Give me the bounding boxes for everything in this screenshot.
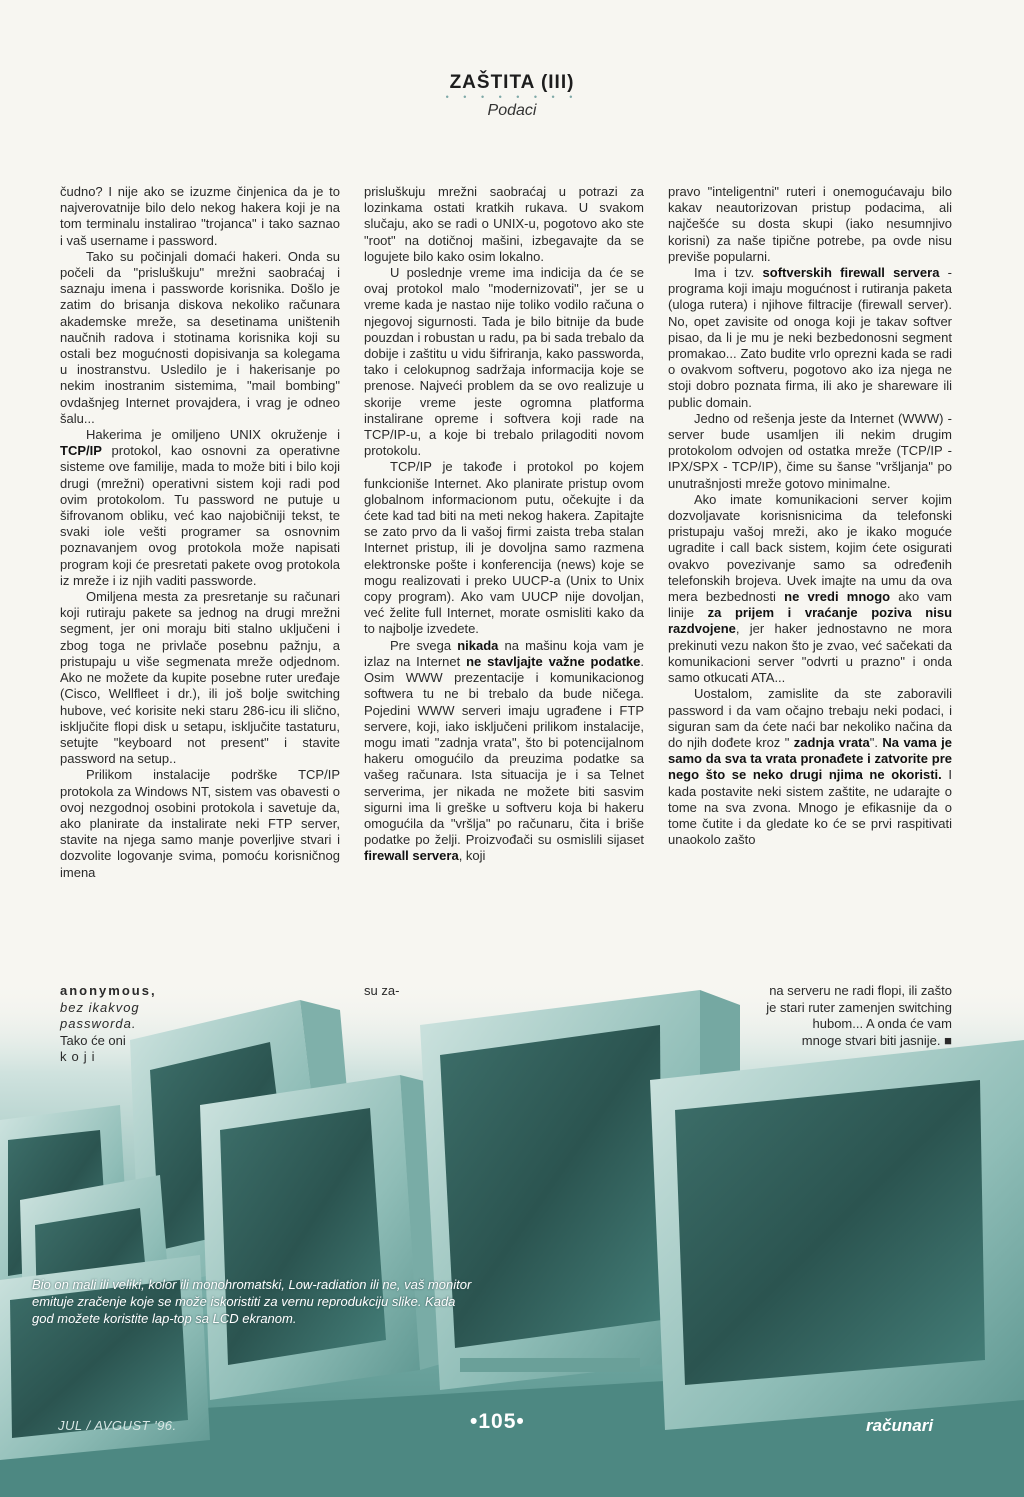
bold-text: nikada [457, 637, 499, 653]
tail-line: Tako će oni [60, 1032, 126, 1048]
bold-text: firewall servera [364, 848, 459, 864]
tail-line: bez ikakvog [60, 999, 140, 1015]
issue-date: JUL / AVGUST '96. [58, 1418, 177, 1433]
paragraph: TCP/IP je takođe i protokol po kojem funkcioniše Internet. Ako planirate pristup ovom globalnom informacionom putu, očekujte i da ćete kad tad biti na meti nekog hakera. Zapitajte se zato prvo da li vašoj firmi zaista treba stalan Internet pristup, ili je dovoljna samo razmena elektronske pošte i konferencija (news) koje se mogu realizovati i preko UUCP-a (Unix to Unix copy program). Ako vam UUCP nije dovoljan, već želite full Internet, morate osmisliti kako da to najbolje izvedete. [364, 459, 644, 637]
text-run: Ako imate komunikacioni server kojim dozvoljavate korisnisnicima da telefonski pristupaju vašoj mreži, ako je ikako moguće ugradite i call back sistem, kojim ćete osigurati ovakvo povezivanje samo sa određenih telefonskih brojeva. Uvek imajte na umu da ova mera bezbednosti [668, 491, 952, 605]
text-run: , koji [458, 848, 486, 864]
paragraph: prisluškuju mrežni saobraćaj u potrazi za lozinkama ostati kratkih rukava. U svakom slučaju, ako se radi o UNIX-u, pogotovo ako ste "root" na dotičnoj mašini, izbegavajte da se logujete bilo kako osim lokalno. [364, 184, 644, 264]
paragraph [364, 638, 644, 865]
bold-text: TCP/IP [60, 443, 102, 459]
text-column-1 [60, 184, 340, 881]
paragraph: Omiljena mesta za presretanje su računari koji rutiraju pakete sa jednog na drugi mrežni segment, jer oni moraju biti stalno uključeni i zbog toga ne privlače posebnu pažnju, a pristupaju u više segmenata mreže odjednom. Ako ne možete da kupite posebne ruter uređaje (Cisco, Wellfleet i dr.), ili još bolje switching hubove, već korisite neki staru 286-icu ili slično, isključite flopi disk u setapu, isključite tastaturu, setujte "keyboard not present" i stavite password na setup.. [60, 589, 340, 767]
magazine-name: računari [866, 1416, 934, 1435]
image-caption: Bio on mali ili veliki, kolor ili monohromatski, Low-radiation ili ne, vaš monitor emituje zračenje koje se može iskoristiti za vernu reprodukciju slike. Kada god možete koristite lap-top sa LCD ekranom. [32, 1277, 472, 1326]
tail-line: koji [60, 1049, 100, 1064]
bold-text: za prijem i vraćanje poziva nisu razdvojene [668, 605, 953, 637]
text-run: I kada postavite neki sistem zaštite, ne udarajte o tome na sva zvona. Mnogo je efikasnije da o tome čutite i da gledate ko će se prvi raspitivati unaokolo zašto [668, 767, 952, 848]
text-column-3 [668, 184, 952, 848]
text-run: Ima i tzv. [694, 265, 763, 281]
bold-text: ne vredi mnogo [784, 589, 891, 605]
paragraph: Tako su počinjali domaći hakeri. Onda su počeli da "prisluškuju" mrežni saobraćaj i saznaju imena i passworde korisnika. Došlo je zatim do brisanja diskova nekoliko računara akademske mreže, sa desetinama uništenih naučnih radova i stotinama korisnika koji su ostali bez mogućnosti dopisivanja sa kolegama u inostranstvu. Usledilo je i hakerisanje po nekim inostranim sistemima, "mail bombing" ovdašnjeg Internet provajdera, i vrag je odneo šalu... [60, 248, 340, 426]
column-1-tail [60, 983, 170, 1066]
monitor-front-right [650, 1040, 1024, 1430]
column-2-tail [364, 983, 424, 1000]
text-run: ako vam linije [668, 589, 953, 621]
text-run: Uostalom, zamislite da ste zaboravili password i da vam očajno trebaju neki podaci, i siguran sam da ćete naći bar nekoliko načina da do njih dođete kroz " [668, 686, 952, 750]
text-run: - programa koji imaju mogućnost i rutiranja paketa (uloga rutera) i njihove filtracije (firewall server). No, opet zavisite od onoga koji je takav softver pisao, da li je mu je neki bezbedonosni segment promakao... Zato budite vrlo oprezni kada se radi o ovakvom softveru, pogotovo ako iza njega ne stoji dobro poznata firma, ili ako je shareware ili public domain. [668, 265, 953, 410]
paragraph: U poslednje vreme ima indicija da će se ovaj protokol malo "modernizovati", jer se u vreme kada je nastao nije toliko vodilo računa o njegovoj sigurnosti. Tada je bilo bitnije da bude pouzdan i robustan u radu, pa bi sada trebalo da dobije i zaštitu u vidu šifriranja, kako passworda, tako i celokupnog sadržaja informacija koje se prenose. Najveći problem da se ovo realizuje u skorije vreme jeste ogromna platforma instalirane opreme i softvera koji rade na TCP/IP-u, a koje bi trebalo prilagoditi novom protokolu. [364, 265, 644, 459]
paragraph [60, 427, 340, 589]
text-run: na mašinu koja vam je izlaz na Internet [364, 637, 644, 669]
paragraph [668, 265, 952, 411]
text-run: Hakerima je omiljeno UNIX okruženje i [86, 427, 340, 443]
article-subtitle: Podaci [487, 102, 537, 119]
tail-line: su za- [364, 983, 400, 998]
paragraph [668, 686, 952, 848]
bold-text: softverskih firewall servera [762, 265, 940, 281]
bold-text: zadnja vrata [793, 734, 870, 750]
paragraph: Jedno od rešenja jeste da Internet (WWW) -server bude usamljen ili nekim drugim protokolom odvojen od ostatka mreže (TCP/IP - IPX/SPX - TCP/IP), čime su šanse "vršljanja" po unutrašnjosti mreže gotovo minimalne. [668, 410, 952, 491]
paragraph [668, 492, 952, 686]
tail-line: je stari ruter zamenjen switching [766, 999, 952, 1015]
title-dots-ornament: • • • • • • • • [445, 92, 579, 102]
bold-text: Na vama je samo da sva ta vrata pronađete i zatvorite pre nego što se neko drugi njima ne okoristi. [668, 734, 952, 783]
text-run: protokol, kao osnovni za operativne sisteme ove familije, mada to može biti i bilo koji drugi (mrežni) operativni sistem koji radi pod ovim protokolom. Tu password ne putuje u šifrovanom obliku, već kao najobičniji tekst, te svaki iole vešti programer sa osnovnim poznavanjem ovog protokola može napisati program koji će presretati pakete ovog protokola iz mreže i iz njih vaditi passworde. [60, 443, 340, 588]
article-title: ZAŠTITA (III) [449, 72, 575, 93]
text-column-2 [364, 184, 644, 865]
article-header [0, 72, 1024, 120]
tail-line: anonymous, [60, 983, 157, 998]
text-run: . Osim WWW prezentacije i komunikacionog softwera tu ne bi trebalo da bude ničega. Pojedini WWW serveri imaju ugrađene i FTP servere, koji, iako isključeni prilikom instalacije, mogu imati "zadnja vrata", što bi potencijalnom hakeru omogućilo da preuzima podatke sa vašeg računara. Ista situacija je i sa Telnet serverima, jer nikada ne možete biti sasvim sigurni ima li greške u softveru koja bi hakeru omogućila da "vršlja" po računaru, čita i briše podatke po želji. Proizvođači su osmislili sijaset [364, 653, 645, 848]
tail-line: hubom... A onda će vam [812, 1016, 952, 1031]
paragraph: Prilikom instalacije podrške TCP/IP protokola za Windows NT, sistem vas obavesti o ovoj nezgodnoj osobini protokola i savetuje da, ako planirate da instalirate neki FTP server, stavite na njega samo manje poverljive stvari i dozvolite logovanje svima, pomoću korisničnog imena [60, 767, 340, 880]
tail-line: mnoge stvari biti jasnije. ■ [801, 1032, 952, 1048]
bold-text: ne stavljajte važne podatke [466, 653, 641, 669]
tail-line: na serveru ne radi flopi, ili zašto [769, 983, 952, 998]
page-number: •105• [470, 1410, 525, 1433]
text-run: ". [869, 734, 883, 750]
paragraph: pravo "inteligentni" ruteri i onemogućavaju bilo kakav neautorizovan pristup podacima, ali najčešće su dosta skupi (iako nesumnjivo korisni) za naše tipične potrebe, pa ovde nisu previše popularni. [668, 184, 952, 264]
tail-line: passworda. [60, 1016, 137, 1031]
column-3-tail [600, 983, 952, 1049]
text-run: Pre svega [390, 637, 458, 653]
monitor-center-left [200, 1075, 455, 1400]
paragraph: čudno? I nije ako se izuzme činjenica da je to najverovatnije bilo delo nekog hakera koji je na tom terminalu instalirao "trojanca" i tako saznao i vaš username i password. [60, 184, 340, 248]
text-run: , jer haker jednostavno ne mora prekinuti vezu nakon što je zvao, već sačekati da komunikacioni server "odvrti u prazno" i onda samo otkucati ATA... [668, 621, 952, 686]
